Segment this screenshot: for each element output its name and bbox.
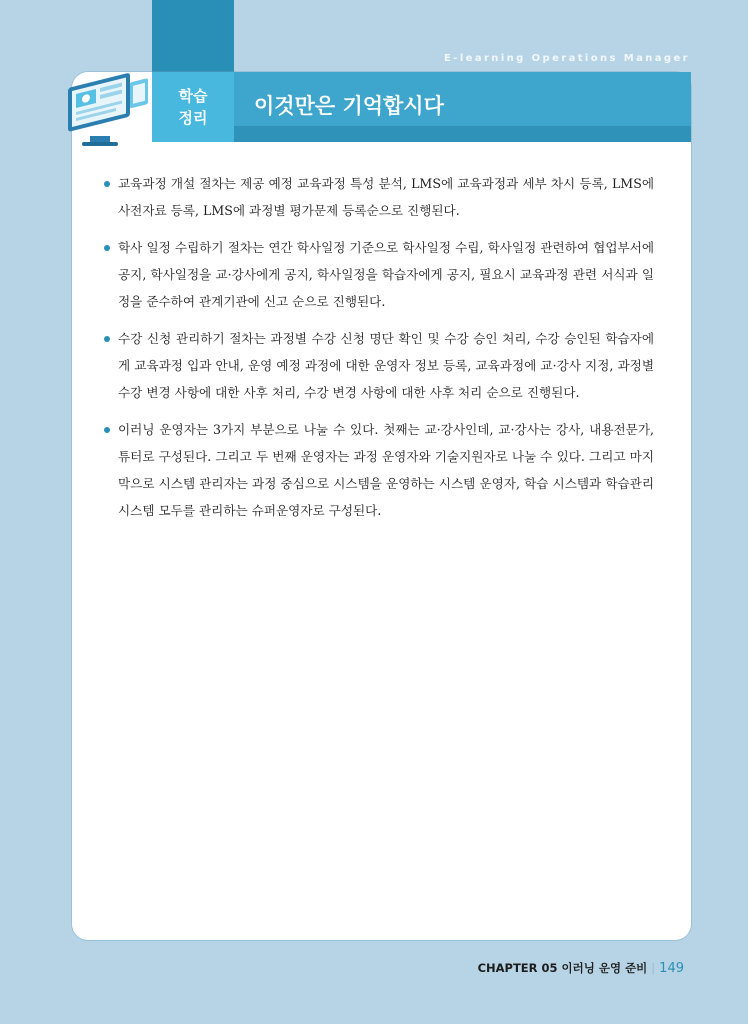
summary-item: [104, 325, 654, 406]
page-number: 149: [659, 961, 684, 976]
bullet-icon: [104, 336, 110, 342]
summary-item: [104, 170, 654, 224]
bullet-icon: [104, 427, 110, 433]
summary-text: 이러닝 운영자는 3가지 부분으로 나눌 수 있다. 첫째는 교·강사인데, 교·강사는 강사, 내용전문가, 튜터로 구성된다. 그리고 두 번째 운영자는 과정 운영자와 기술지원자로 나눌 수 있다. 그리고 마지막으로 시스템 관리자는 과정 중심으로 시스템을 운영하는 시스템 운영자, 학습 시스템과 학습관리시스템 모두를 관리하는 슈퍼운영자로 구성된다.: [118, 422, 654, 518]
page-title: 이것만은 기억합시다: [254, 94, 444, 118]
summary-item: [104, 416, 654, 524]
monitor-illustration-icon: [60, 60, 162, 156]
bullet-icon: [104, 181, 110, 187]
bullet-icon: [104, 245, 110, 251]
summary-text: 교육과정 개설 절차는 제공 예정 교육과정 특성 분석, LMS에 교육과정과 세부 차시 등록, LMS에 사전자료 등록, LMS에 과정별 평가문제 등록순으로 진행된다.: [118, 176, 654, 218]
summary-list: [104, 170, 654, 534]
section-badge: [152, 72, 234, 142]
title-bar-shade: [232, 126, 691, 142]
summary-text: 수강 신청 관리하기 절차는 과정별 수강 신청 명단 확인 및 수강 승인 처리, 수강 승인된 학습자에게 교육과정 입과 안내, 운영 예정 과정에 대한 운영자 정보 등록, 교육과정에 교·강사 지정, 과정별 수강 변경 사항에 대한 사후 처리, 수강 변경 사항에 대한 사후 처리 순으로 진행된다.: [118, 331, 654, 400]
summary-text: 학사 일정 수립하기 절차는 연간 학사일정 기준으로 학사일정 수립, 학사일정 관련하여 협업부서에 공지, 학사일정을 교·강사에게 공지, 학사일정을 학습자에게 공지, 필요시 교육과정 관련 서식과 일정을 준수하여 관계기관에 신고 순으로 진행된다.: [118, 240, 654, 309]
badge-line-1: 학습: [178, 87, 208, 105]
series-label: E-learning Operations Manager: [444, 53, 690, 64]
footer-separator: |: [651, 961, 656, 975]
page-footer: [478, 960, 684, 976]
chapter-label: CHAPTER 05 이러닝 운영 준비: [477, 961, 648, 975]
summary-item: [104, 234, 654, 315]
badge-line-2: 정리: [178, 109, 208, 127]
